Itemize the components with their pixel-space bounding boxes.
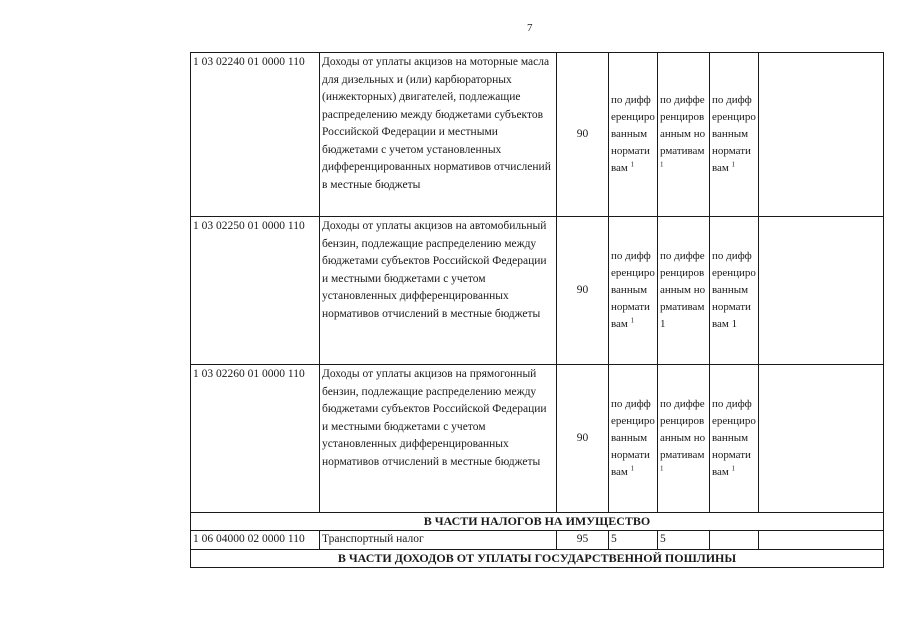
revenue-table: [190, 52, 884, 568]
empty-cell: [710, 531, 759, 550]
norm-cell: по дифференцированным нормативам $^1$: [710, 53, 759, 217]
norm-cell: 5: [658, 531, 710, 550]
empty-cell: [759, 217, 884, 365]
norm-cell: по дифференцированным нормативам 1: [710, 217, 759, 365]
kbk-code: 1 06 04000 02 0000 110: [191, 531, 320, 550]
revenue-description: Доходы от уплаты акцизов на моторные масла для дизельных и (или) карбюраторных (инжекторных) двигателей, подлежащие распределению между бюджетами субъектов Российской Федерации и местными бюджетами с учетом установленных дифференцированных нормативов отчислений в местные бюджеты: [320, 53, 557, 217]
table-row: [191, 365, 884, 513]
revenue-description: Транспортный налог: [320, 531, 557, 550]
norm-cell: по дифференцированным нормативам $^1$: [609, 217, 658, 365]
kbk-code: 1 03 02260 01 0000 110: [191, 365, 320, 513]
empty-cell: [759, 53, 884, 217]
norm-value: 95: [557, 531, 609, 550]
norm-cell: по дифференцированным нормативам $^1$: [658, 53, 710, 217]
kbk-code: 1 03 02240 01 0000 110: [191, 53, 320, 217]
empty-cell: [759, 365, 884, 513]
section-header-row: [191, 513, 884, 531]
norm-cell: по дифференцированным нормативам $^1$: [609, 53, 658, 217]
kbk-code: 1 03 02250 01 0000 110: [191, 217, 320, 365]
norm-cell: 5: [609, 531, 658, 550]
section-heading: В ЧАСТИ ДОХОДОВ ОТ УПЛАТЫ ГОСУДАРСТВЕННОЙ ПОШЛИНЫ: [191, 549, 884, 567]
section-header-row: [191, 549, 884, 567]
revenue-description: Доходы от уплаты акцизов на прямогонный бензин, подлежащие распределению между бюджетами субъектов Российской Федерации и местными бюджетами с учетом установленных дифференцированных нормативов отчислений в местные бюджеты: [320, 365, 557, 513]
norm-value: 90: [557, 217, 609, 365]
table-row: [191, 217, 884, 365]
norm-cell: по дифференцированным нормативам 1: [658, 217, 710, 365]
norm-cell: по дифференцированным нормативам $^1$: [710, 365, 759, 513]
table-row: [191, 531, 884, 550]
norm-value: 90: [557, 365, 609, 513]
norm-cell: по дифференцированным нормативам $^1$: [609, 365, 658, 513]
norm-value: 90: [557, 53, 609, 217]
table-row: [191, 53, 884, 217]
empty-cell: [759, 531, 884, 550]
revenue-description: Доходы от уплаты акцизов на автомобильный бензин, подлежащие распределению между бюджетами субъектов Российской Федерации и местными бюджетами с учетом установленных дифференцированных нормативов отчислений в местные бюджеты: [320, 217, 557, 365]
norm-cell: по дифференцированным нормативам $^1$: [658, 365, 710, 513]
page-number: 7: [527, 22, 533, 34]
section-heading: В ЧАСТИ НАЛОГОВ НА ИМУЩЕСТВО: [191, 513, 884, 531]
